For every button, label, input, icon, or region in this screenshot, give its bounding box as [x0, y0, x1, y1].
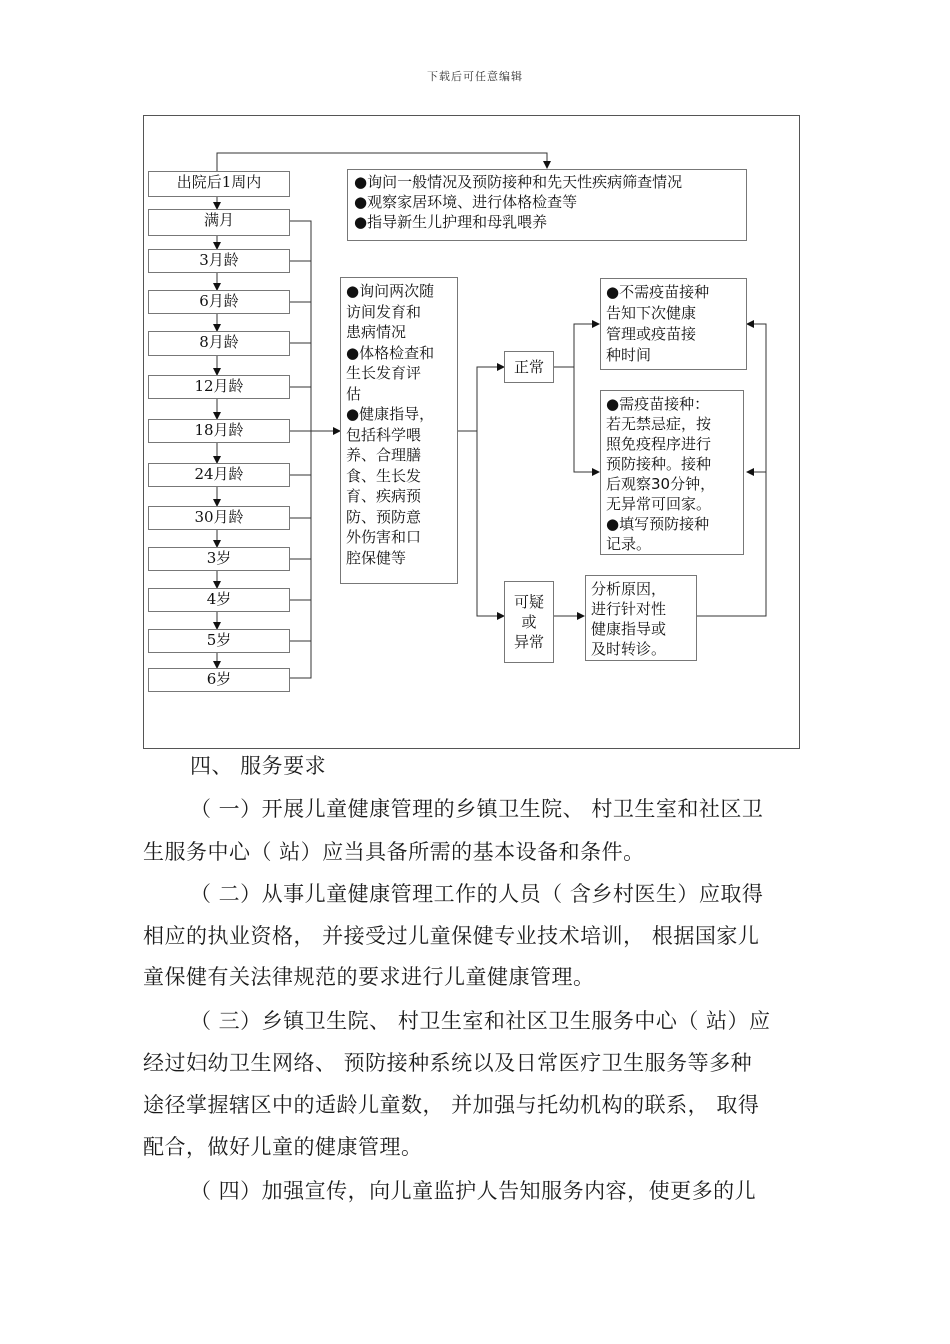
vaccine-item: ●需疫苗接种： 若无禁忌症，按 照免疫程序进行 预防接种。接种 后观察30分钟， 无异常可回家。 [606, 395, 716, 513]
age-box-11: 5岁 [148, 629, 290, 653]
age-box-0: 出院后1周内 [148, 171, 290, 197]
age-box-2: 3月龄 [148, 249, 290, 273]
paragraph-line: （ 三）乡镇卫生院、 村卫生室和社区卫生服务中心（ 站）应 [190, 1009, 771, 1033]
analysis-text: 分析原因， 进行针对性 健康指导或 及时转诊。 [591, 580, 667, 658]
age-box-12: 6岁 [148, 668, 290, 692]
followup-item: ●健康指导， 包括科学喂 养、合理膳 食、生长发 育、疾病预 防、预防意 外伤害和口 腔保健等 [346, 405, 435, 567]
age-box-1: 满月 [148, 209, 290, 236]
paragraph-line: （ 二）从事儿童健康管理工作的人员（ 含乡村医生）应取得 [190, 882, 764, 906]
paragraph-line: 配合，做好儿童的健康管理。 [143, 1135, 423, 1159]
followup-box [340, 277, 458, 584]
age-box-6: 18月龄 [148, 419, 290, 443]
paragraph-line: （ 四）加强宣传，向儿童监护人告知服务内容，使更多的儿 [190, 1179, 757, 1203]
paragraph-line: 经过妇幼卫生网络、 预防接种系统以及日常医疗卫生服务等多种 [143, 1051, 753, 1075]
paragraph-line: （ 一）开展儿童健康管理的乡镇卫生院、 村卫生室和社区卫 [190, 797, 764, 821]
abnormal-box: 可疑 或 异常 [504, 581, 554, 663]
vaccine-box [600, 390, 744, 555]
analysis-box [585, 575, 697, 661]
age-box-8: 30月龄 [148, 506, 290, 530]
followup-item: ●询问两次随 访间发育和 患病情况 [346, 282, 435, 341]
age-box-9: 3岁 [148, 547, 290, 571]
followup-item: ●体格检查和 生长发育评 估 [346, 343, 435, 403]
paragraph-line: 途径掌握辖区中的适龄儿童数， 并加强与托幼机构的联系， 取得 [143, 1093, 760, 1117]
age-box-3: 6月龄 [148, 290, 290, 314]
first-visit-box [347, 169, 747, 241]
age-box-10: 4岁 [148, 588, 290, 612]
age-box-4: 8月龄 [148, 331, 290, 356]
no-vaccine-text: ●不需疫苗接种 告知下次健康 管理或疫苗接 种时间 [606, 283, 710, 364]
normal-box: 正常 [504, 351, 554, 383]
paragraph-line: 相应的执业资格， 并接受过儿童保健专业技术培训， 根据国家儿 [143, 924, 760, 948]
first-visit-item: ●观察家居环境、进行体格检查等 [354, 193, 578, 211]
first-visit-item: ●询问一般情况及预防接种和先天性疾病筛查情况 [354, 173, 683, 191]
no-vaccine-box [600, 278, 747, 370]
section-heading: 四、 服务要求 [190, 754, 327, 778]
flowchart [143, 115, 800, 749]
age-box-7: 24月龄 [148, 463, 290, 487]
page-header: 下载后可任意编辑 [427, 70, 523, 83]
vaccine-item: ●填写预防接种 记录。 [606, 515, 710, 553]
first-visit-item: ●指导新生儿护理和母乳喂养 [354, 213, 548, 231]
paragraph-line: 生服务中心（ 站）应当具备所需的基本设备和条件。 [143, 840, 645, 864]
age-box-5: 12月龄 [148, 375, 290, 399]
paragraph-line: 童保健有关法律规范的要求进行儿童健康管理。 [143, 965, 595, 989]
